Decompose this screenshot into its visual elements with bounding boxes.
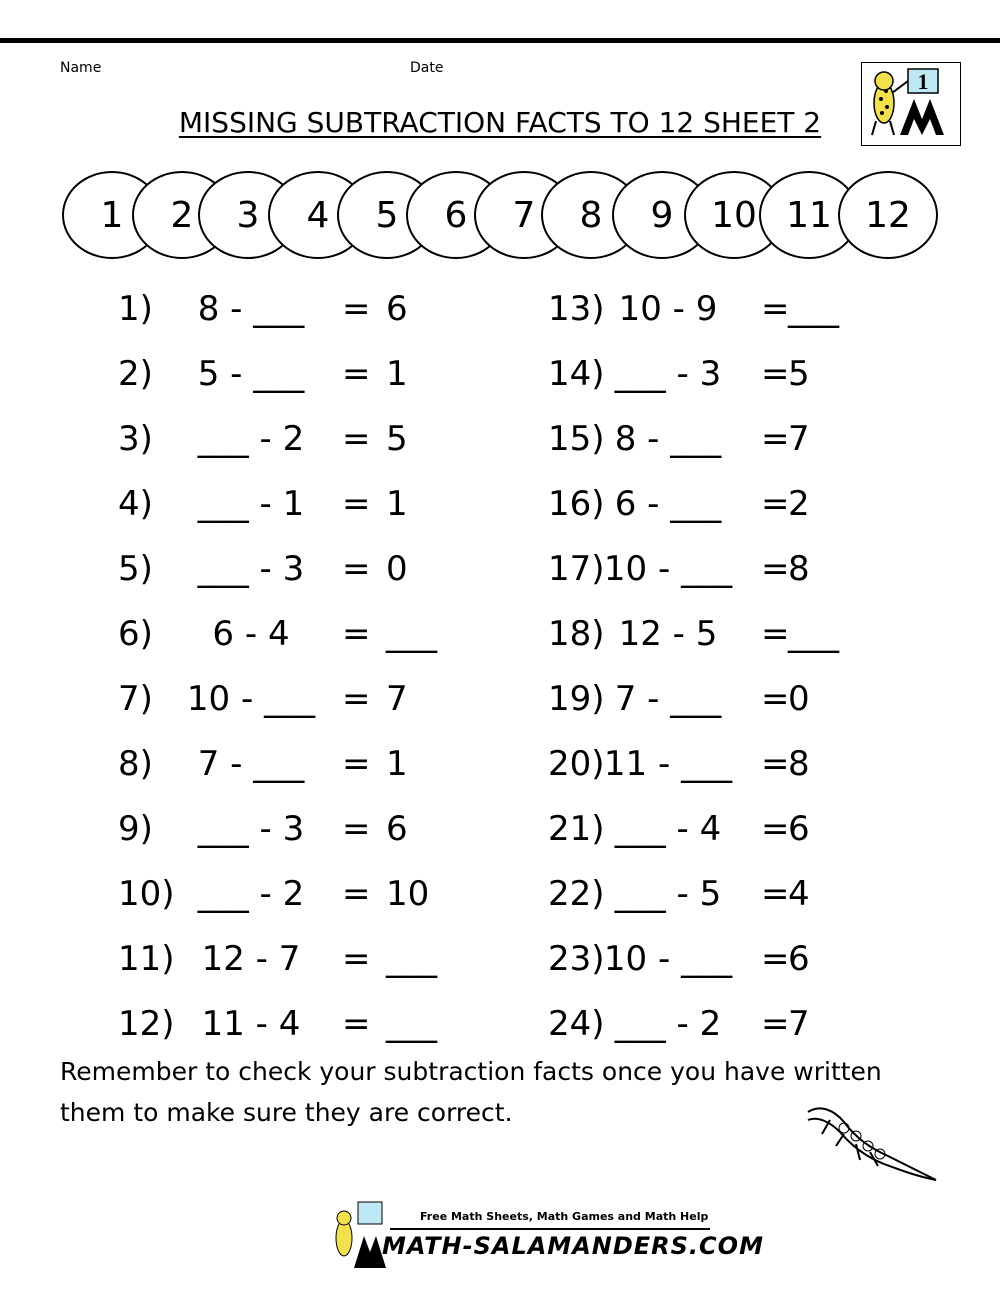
question-row xyxy=(548,349,908,399)
equals-sign: = xyxy=(761,484,790,524)
question-row xyxy=(118,999,478,1049)
question-expression[interactable]: 7 - ___ xyxy=(614,679,722,719)
equals-sign: = xyxy=(342,419,371,459)
question-row xyxy=(548,739,908,789)
question-result: 8 xyxy=(788,744,810,784)
question-result: 4 xyxy=(788,874,810,914)
equals-sign: = xyxy=(342,809,371,849)
footer-url[interactable]: MATH-SALAMANDERS.COM xyxy=(382,1232,764,1260)
equals-sign: = xyxy=(342,1004,371,1044)
equals-sign: = xyxy=(761,744,790,784)
equals-sign: = xyxy=(761,679,790,719)
question-number: 1) xyxy=(118,289,153,329)
question-number: 14) xyxy=(548,354,605,394)
question-expression[interactable]: 10 - ___ xyxy=(603,549,733,589)
question-expression[interactable]: 7 - ___ xyxy=(197,744,305,784)
equals-sign: = xyxy=(342,744,371,784)
question-expression[interactable]: 10 - ___ xyxy=(603,939,733,979)
equals-sign: = xyxy=(342,354,371,394)
logo-grade: 1 xyxy=(917,69,929,94)
question-expression[interactable]: 5 - ___ xyxy=(197,354,305,394)
question-expression[interactable]: ___ - 2 xyxy=(614,1004,722,1044)
question-number: 15) xyxy=(548,419,605,459)
equals-sign: = xyxy=(761,289,790,329)
question-number: 8) xyxy=(118,744,153,784)
question-row xyxy=(118,349,478,399)
question-row xyxy=(118,284,478,334)
question-row xyxy=(548,999,908,1049)
footer-rule xyxy=(390,1228,710,1230)
question-row xyxy=(118,804,478,854)
question-result: 10 xyxy=(386,874,430,914)
question-number: 7) xyxy=(118,679,153,719)
question-number: 12) xyxy=(118,1004,175,1044)
question-expression: 12 - 5 xyxy=(618,614,718,654)
equals-sign: = xyxy=(761,614,790,654)
question-expression[interactable]: ___ - 4 xyxy=(614,809,722,849)
question-number: 9) xyxy=(118,809,153,849)
worksheet-title: MISSING SUBTRACTION FACTS TO 12 SHEET 2 xyxy=(178,106,822,139)
question-number: 5) xyxy=(118,549,153,589)
question-row xyxy=(548,414,908,464)
question-result: 6 xyxy=(386,809,408,849)
question-row xyxy=(118,674,478,724)
question-number: 19) xyxy=(548,679,605,719)
question-result: 1 xyxy=(386,484,408,524)
question-result[interactable]: ___ xyxy=(788,614,839,654)
question-number: 23) xyxy=(548,939,605,979)
question-result[interactable]: ___ xyxy=(788,289,839,329)
number-circle: 7 xyxy=(474,171,574,259)
equals-sign: = xyxy=(761,419,790,459)
equals-sign: = xyxy=(761,939,790,979)
equals-sign: = xyxy=(761,549,790,589)
footer-logo xyxy=(326,1200,386,1270)
equals-sign: = xyxy=(761,809,790,849)
question-row xyxy=(118,869,478,919)
equals-sign: = xyxy=(342,549,371,589)
question-result: 5 xyxy=(386,419,408,459)
question-expression[interactable]: 6 - ___ xyxy=(614,484,722,524)
question-result: 5 xyxy=(788,354,810,394)
question-row xyxy=(118,934,478,984)
question-number: 11) xyxy=(118,939,175,979)
question-expression[interactable]: ___ - 3 xyxy=(614,354,722,394)
question-result[interactable]: ___ xyxy=(386,1004,437,1044)
question-expression: 11 - 4 xyxy=(201,1004,301,1044)
question-row xyxy=(548,544,908,594)
equals-sign: = xyxy=(761,1004,790,1044)
question-row xyxy=(548,284,908,334)
question-expression: 12 - 7 xyxy=(201,939,301,979)
question-expression[interactable]: ___ - 5 xyxy=(614,874,722,914)
question-number: 22) xyxy=(548,874,605,914)
question-row xyxy=(548,934,908,984)
question-expression[interactable]: ___ - 1 xyxy=(197,484,305,524)
question-row xyxy=(118,544,478,594)
question-row xyxy=(118,479,478,529)
question-number: 18) xyxy=(548,614,605,654)
question-number: 17) xyxy=(548,549,605,589)
question-number: 6) xyxy=(118,614,153,654)
question-result: 6 xyxy=(788,939,810,979)
question-result: 7 xyxy=(788,1004,810,1044)
equals-sign: = xyxy=(342,939,371,979)
equals-sign: = xyxy=(342,874,371,914)
question-row xyxy=(548,804,908,854)
equals-sign: = xyxy=(342,679,371,719)
question-number: 3) xyxy=(118,419,153,459)
question-row xyxy=(548,609,908,659)
question-expression[interactable]: ___ - 2 xyxy=(197,419,305,459)
question-number: 16) xyxy=(548,484,605,524)
question-result: 1 xyxy=(386,354,408,394)
equals-sign: = xyxy=(342,614,371,654)
question-result: 0 xyxy=(788,679,810,719)
number-line xyxy=(0,0,1000,300)
question-expression[interactable]: ___ - 2 xyxy=(197,874,305,914)
number-circle: 2 xyxy=(132,171,232,259)
question-result[interactable]: ___ xyxy=(386,614,437,654)
question-result: 7 xyxy=(386,679,408,719)
question-result: 6 xyxy=(386,289,408,329)
question-number: 4) xyxy=(118,484,153,524)
question-expression: 6 - 4 xyxy=(212,614,290,654)
equals-sign: = xyxy=(761,354,790,394)
question-result[interactable]: ___ xyxy=(386,939,437,979)
question-number: 21) xyxy=(548,809,605,849)
question-number: 20) xyxy=(548,744,605,784)
question-row xyxy=(548,674,908,724)
number-circle: 5 xyxy=(337,171,437,259)
question-result: 0 xyxy=(386,549,408,589)
name-label: Name xyxy=(60,60,102,76)
question-number: 2) xyxy=(118,354,153,394)
question-expression[interactable]: 10 - ___ xyxy=(186,679,316,719)
number-circle: 4 xyxy=(268,171,368,259)
question-number: 10) xyxy=(118,874,175,914)
number-circle: 10 xyxy=(684,171,784,259)
question-row xyxy=(118,609,478,659)
footer-tagline: Free Math Sheets, Math Games and Math Help xyxy=(420,1210,709,1223)
question-expression[interactable]: 8 - ___ xyxy=(197,289,305,329)
question-number: 13) xyxy=(548,289,605,329)
question-row xyxy=(548,479,908,529)
question-number: 24) xyxy=(548,1004,605,1044)
salamander-drawing xyxy=(800,1100,940,1190)
number-circle: 12 xyxy=(838,171,938,259)
question-row xyxy=(118,739,478,789)
question-row xyxy=(118,414,478,464)
equals-sign: = xyxy=(761,874,790,914)
question-expression[interactable]: 8 - ___ xyxy=(614,419,722,459)
question-result: 2 xyxy=(788,484,810,524)
question-result: 1 xyxy=(386,744,408,784)
question-expression: 10 - 9 xyxy=(618,289,718,329)
question-expression[interactable]: 11 - ___ xyxy=(603,744,733,784)
number-circle: 6 xyxy=(406,171,506,259)
number-circle: 9 xyxy=(612,171,712,259)
question-result: 8 xyxy=(788,549,810,589)
number-circle: 1 xyxy=(62,171,162,259)
question-expression[interactable]: ___ - 3 xyxy=(197,809,305,849)
question-expression[interactable]: ___ - 3 xyxy=(197,549,305,589)
question-result: 7 xyxy=(788,419,810,459)
number-circle: 3 xyxy=(198,171,298,259)
number-circle: 11 xyxy=(759,171,859,259)
question-row xyxy=(548,869,908,919)
date-label: Date xyxy=(410,60,444,76)
reminder-note: Remember to check your subtraction facts once you have written them to make sure they are correct. xyxy=(60,1057,882,1127)
question-result: 6 xyxy=(788,809,810,849)
number-circle: 8 xyxy=(541,171,641,259)
equals-sign: = xyxy=(342,484,371,524)
equals-sign: = xyxy=(342,289,371,329)
